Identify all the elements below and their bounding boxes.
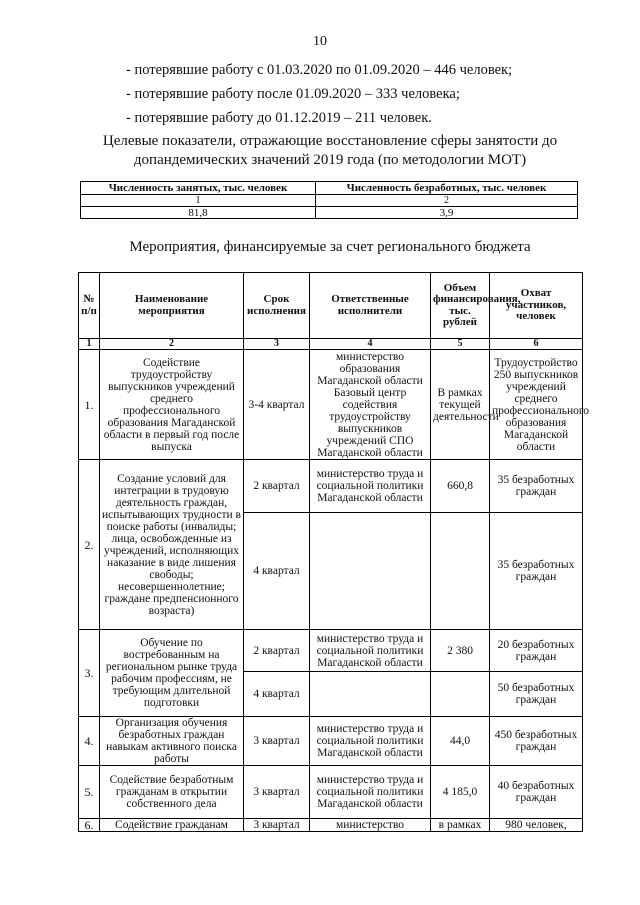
header-responsible: Ответственные исполнители bbox=[310, 273, 431, 339]
column-index: 3 bbox=[244, 339, 310, 350]
targets-heading: Целевые показатели, отражающие восстановление сферы занятости до допандемических значений 2019 года (по методологии МОТ) bbox=[102, 133, 558, 168]
measure-responsible: министерство труда и социальной политики Магаданской области bbox=[310, 717, 431, 766]
targets-header-unemployed: Численность безработных, тыс. человек bbox=[315, 182, 577, 195]
measure-reach: 20 безработных граждан bbox=[490, 630, 583, 672]
measure-funding: 44,0 bbox=[431, 717, 490, 766]
measure-funding: 660,8 bbox=[431, 460, 490, 513]
measure-funding: 2 380 bbox=[431, 630, 490, 672]
header-name: Наименование мероприятия bbox=[100, 273, 244, 339]
bullet-list bbox=[126, 58, 512, 130]
measure-term: 2 квартал bbox=[244, 460, 310, 513]
targets-index: 2 bbox=[315, 195, 577, 207]
measure-term: 4 квартал bbox=[244, 513, 310, 630]
row-number: 5. bbox=[79, 766, 100, 819]
measure-reach: 35 безработных граждан bbox=[490, 460, 583, 513]
measure-term: 3 квартал bbox=[244, 819, 310, 832]
bullet-item: - потерявшие работу с 01.03.2020 по 01.09.2020 – 446 человек; bbox=[126, 62, 513, 78]
measure-responsible: министерство bbox=[310, 819, 431, 832]
measure-funding bbox=[431, 672, 490, 717]
measure-responsible: министерство образования Магаданской области Базовый центр содействия трудоустройству выпускников учреждений СПО Магаданской области bbox=[310, 350, 431, 460]
column-index: 5 bbox=[431, 339, 490, 350]
table-row bbox=[79, 819, 583, 832]
targets-table bbox=[80, 181, 578, 219]
table-row bbox=[79, 350, 583, 460]
measure-funding bbox=[431, 513, 490, 630]
column-index: 2 bbox=[100, 339, 244, 350]
measures-heading: Мероприятия, финансируемые за счет регионального бюджета bbox=[129, 239, 531, 255]
measures-table bbox=[78, 272, 590, 832]
measure-funding: 4 185,0 bbox=[431, 766, 490, 819]
row-number: 1. bbox=[79, 350, 100, 460]
page-number: 10 bbox=[313, 34, 327, 49]
measure-reach: 980 человек, bbox=[490, 819, 583, 832]
row-number: 6. bbox=[79, 819, 100, 832]
measure-name: Содействие трудоустройству выпускников учреждений среднего профессионального образования Магаданской области в первый год после выпуска bbox=[100, 350, 244, 460]
measure-funding: В рамках текущей деятельности bbox=[431, 350, 490, 460]
measure-name: Организация обучения безработных граждан навыкам активного поиска работы bbox=[100, 717, 244, 766]
measure-reach: 35 безработных граждан bbox=[490, 513, 583, 630]
measure-reach: 40 безработных граждан bbox=[490, 766, 583, 819]
column-index: 4 bbox=[310, 339, 431, 350]
table-row bbox=[79, 717, 583, 766]
bullet-item: - потерявшие работу после 01.09.2020 – 333 человека; bbox=[126, 86, 460, 102]
measure-term: 4 квартал bbox=[244, 672, 310, 717]
table-row bbox=[79, 630, 583, 672]
measure-term: 3 квартал bbox=[244, 717, 310, 766]
measure-responsible: министерство труда и социальной политики Магаданской области bbox=[310, 766, 431, 819]
targets-value-unemployed: 3,9 bbox=[315, 207, 577, 219]
measure-reach: 450 безработных граждан bbox=[490, 717, 583, 766]
table-row bbox=[79, 460, 583, 513]
measure-funding: в рамках bbox=[431, 819, 490, 832]
table-row bbox=[79, 766, 583, 819]
measure-responsible: министерство труда и социальной политики Магаданской области bbox=[310, 630, 431, 672]
row-number: 3. bbox=[79, 630, 100, 717]
measure-name: Обучение по востребованным на региональном рынке труда рабочим профессиям, не требующим длительной подготовки bbox=[100, 630, 244, 717]
measure-responsible: министерство труда и социальной политики Магаданской области bbox=[310, 460, 431, 513]
column-index: 6 bbox=[490, 339, 583, 350]
measure-name: Создание условий для интеграции в трудовую деятельность граждан, испытывающих трудности в поиске работы (инвалиды; лица, освобожденные из учреждений, исполняющих наказание в виде лишения свободы; несовершеннолетние; граждане предпенсионного возраста) bbox=[100, 460, 244, 630]
measure-term: 3-4 квартал bbox=[244, 350, 310, 460]
measure-responsible bbox=[310, 672, 431, 717]
row-number: 4. bbox=[79, 717, 100, 766]
header-term: Срок исполнения bbox=[244, 273, 310, 339]
measure-reach: Трудоустройство 250 выпускников учреждений среднего профессионального образования Магаданской области bbox=[490, 350, 583, 460]
measure-reach: 50 безработных граждан bbox=[490, 672, 583, 717]
measure-name: Содействие гражданам bbox=[100, 819, 244, 832]
measure-term: 2 квартал bbox=[244, 630, 310, 672]
header-funding: Объем финансирования, тыс. рублей bbox=[431, 273, 490, 339]
measure-name: Содействие безработным гражданам в открытии собственного дела bbox=[100, 766, 244, 819]
header-number: № п/п bbox=[79, 273, 100, 339]
bullet-item: - потерявшие работу до 01.12.2019 – 211 человек. bbox=[126, 110, 432, 126]
measure-term: 3 квартал bbox=[244, 766, 310, 819]
row-number: 2. bbox=[79, 460, 100, 630]
targets-value-employed: 81,8 bbox=[81, 207, 316, 219]
header-reach: Охват участников, человек bbox=[490, 273, 583, 339]
column-index: 1 bbox=[79, 339, 100, 350]
measure-responsible bbox=[310, 513, 431, 630]
targets-index: 1 bbox=[81, 195, 316, 207]
targets-header-employed: Численность занятых, тыс. человек bbox=[81, 182, 316, 195]
